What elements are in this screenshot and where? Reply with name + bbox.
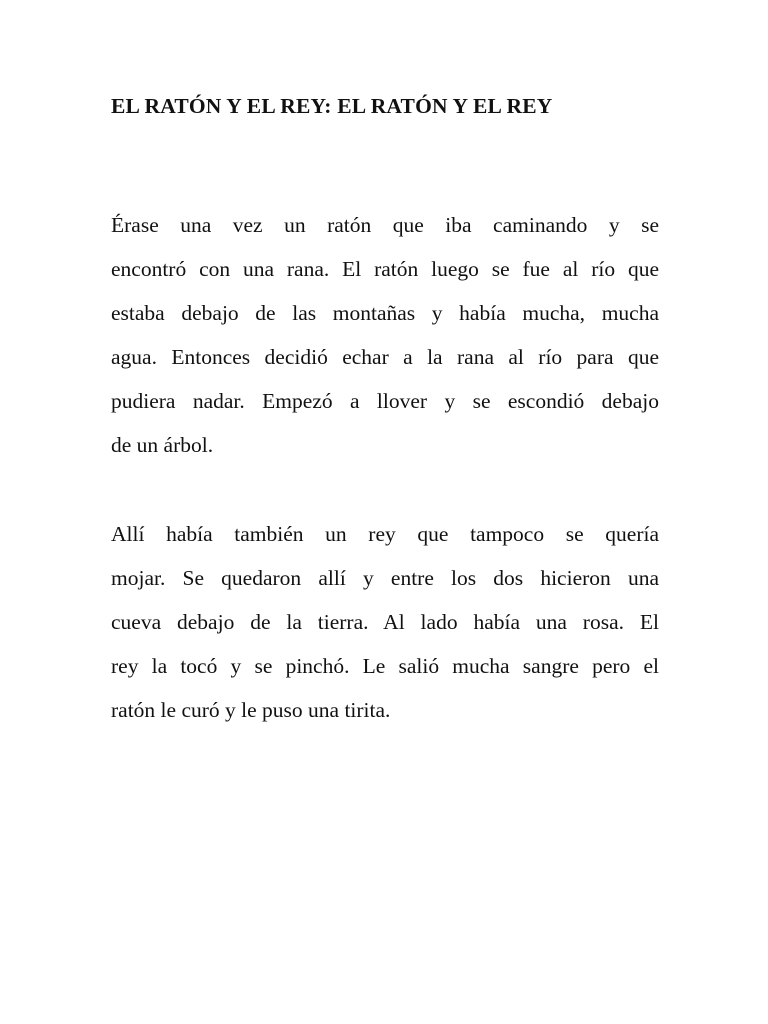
paragraph-line: cueva debajo de la tierra. Al lado había una rosa. El <box>111 610 659 634</box>
paragraph-line: agua. Entonces decidió echar a la rana al río para que <box>111 345 659 369</box>
paragraph-line: Érase una vez un ratón que iba caminando y se <box>111 213 659 237</box>
paragraph-line: ratón le curó y le puso una tirita. <box>111 698 391 722</box>
paragraph-2 <box>111 512 659 732</box>
paragraph-line: pudiera nadar. Empezó a llover y se escondió debajo <box>111 389 659 413</box>
paragraph-line: mojar. Se quedaron allí y entre los dos hicieron una <box>111 566 659 590</box>
paragraph-line: de un árbol. <box>111 433 214 457</box>
paragraph-line: rey la tocó y se pinchó. Le salió mucha sangre pero el <box>111 654 659 678</box>
paragraph-line: encontró con una rana. El ratón luego se fue al río que <box>111 257 659 281</box>
paragraph-line: estaba debajo de las montañas y había mucha, mucha <box>111 301 659 325</box>
document-title: EL RATÓN Y EL REY: EL RATÓN Y EL REY <box>111 94 553 118</box>
paragraph-1 <box>111 203 659 467</box>
paragraph-line: Allí había también un rey que tampoco se quería <box>111 522 659 546</box>
